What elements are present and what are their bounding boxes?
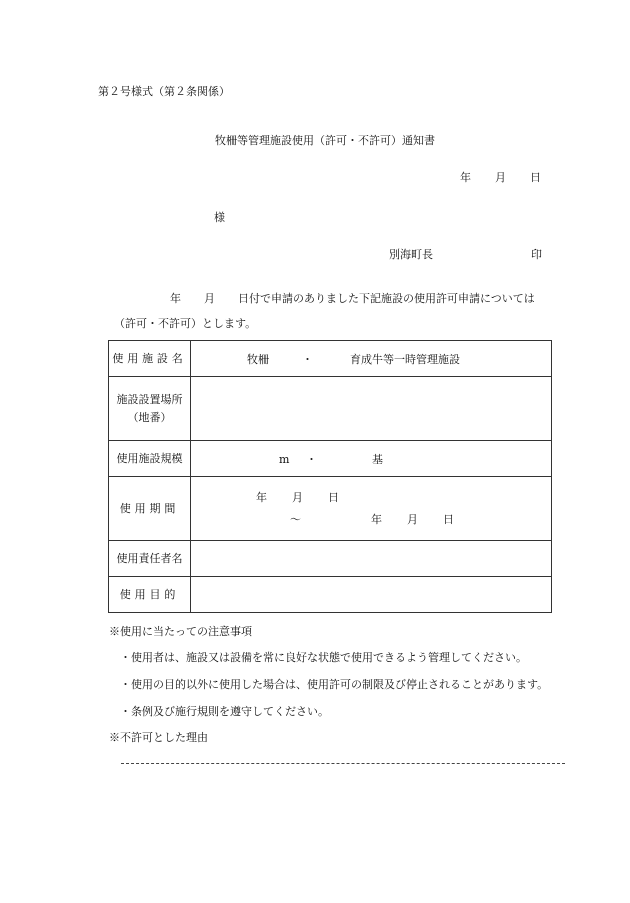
notes-heading: ※使用に当たっての注意事項 (109, 625, 252, 638)
table-row-period (109, 477, 552, 541)
location-cell[interactable] (191, 377, 552, 441)
scale-cell[interactable] (191, 441, 552, 477)
document-title: 牧柵等管理施設使用（許可・不許可）通知書 (215, 134, 435, 147)
recipient-honorific: 様 (214, 211, 225, 224)
period-tilde: ～ (290, 513, 301, 526)
period-from-day: 日 (328, 491, 339, 504)
body-year: 年 (170, 292, 181, 305)
period-from-year: 年 (256, 491, 267, 504)
application-table (108, 340, 552, 613)
note-item: ・使用者は、施設又は設備を常に良好な状態で使用できるよう管理してください。 (120, 651, 527, 664)
note-item: ・条例及び施行規則を遵守してください。 (120, 705, 329, 718)
form-number: 第２号様式（第２条関係） (98, 85, 230, 98)
body-month: 月 (204, 292, 215, 305)
scale-label: 使用施設規模 (116, 451, 183, 465)
date-month: 月 (495, 171, 506, 184)
location-label: 施設設置場所 (116, 392, 183, 406)
issuer-name: 別海町長 (389, 248, 433, 261)
period-to-year: 年 (371, 513, 382, 526)
reason-dashed-line (121, 763, 565, 764)
location-sublabel: （地番） (127, 410, 172, 424)
purpose-label: 使用目的 (119, 587, 180, 601)
period-to-day: 日 (443, 513, 454, 526)
body-decision-line: （許可・不許可）とします。 (114, 317, 257, 330)
facility-option-cattle: 育成牛等一時管理施設 (350, 353, 460, 366)
seal-mark: 印 (531, 248, 542, 261)
scale-separator: ・ (306, 453, 317, 466)
responsible-cell[interactable] (191, 541, 552, 577)
period-from-month: 月 (292, 491, 303, 504)
note-item: ・使用の目的以外に使用した場合は、使用許可の制限及び停止されることがあります。 (120, 678, 549, 691)
table-row-scale (109, 441, 552, 477)
period-to-month: 月 (407, 513, 418, 526)
facility-name-label: 使用施設名 (112, 351, 187, 365)
reason-heading: ※不許可とした理由 (109, 731, 208, 744)
purpose-cell[interactable] (191, 577, 552, 613)
table-row-purpose (109, 577, 552, 613)
table-row-responsible (109, 541, 552, 577)
table-row-facility-name (109, 341, 552, 377)
body-day-text: 日付で申請のありました下記施設の使用許可申請については (238, 292, 535, 305)
table-row-location (109, 377, 552, 441)
facility-option-fence: 牧柵 (247, 353, 269, 366)
scale-unit-m: m (279, 453, 290, 466)
facility-name-cell[interactable] (191, 341, 552, 377)
date-year: 年 (460, 171, 471, 184)
period-label: 使用期間 (119, 501, 180, 515)
date-day: 日 (530, 171, 541, 184)
scale-unit-ki: 基 (372, 453, 383, 466)
facility-option-separator: ・ (302, 353, 313, 366)
period-cell[interactable] (191, 477, 552, 541)
responsible-label: 使用責任者名 (116, 551, 183, 565)
